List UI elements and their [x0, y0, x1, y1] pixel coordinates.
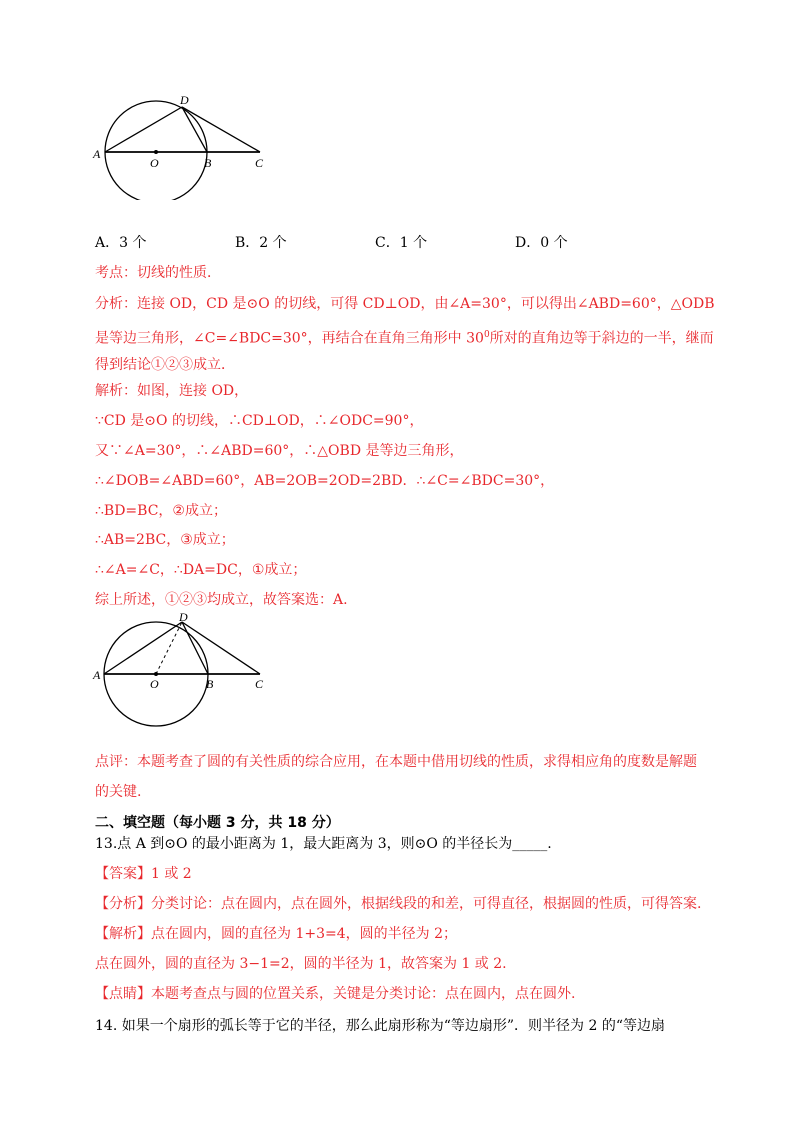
label-c: C	[255, 677, 264, 691]
segment-dc	[182, 107, 260, 152]
fenxi-line-1: 分析：连接 OD，CD 是⊙O 的切线，可得 CD⊥OD，由∠A=30°，可以得出∠ABD=60°，△ODB	[95, 296, 715, 312]
q13-stem: 13.点 A 到⊙O 的最小距离为 1，最大距离为 3，则⊙O 的半径长为_____.	[95, 836, 552, 852]
q13-answer: 【答案】1 或 2	[95, 866, 192, 882]
segment-od-dashed	[156, 622, 182, 674]
q13-dianjing: 【点睛】本题考查点与圆的位置关系，关键是分类讨论：点在圆内，点在圆外.	[95, 986, 576, 1002]
option-c: C．1 个	[375, 235, 428, 251]
option-d: D．0 个	[515, 235, 568, 251]
fenxi-line-2a: 是等边三角形，∠C=∠BDC=30°，再结合在直角三角形中 30	[95, 330, 484, 347]
segment-ad	[104, 622, 182, 674]
label-d: D	[179, 612, 188, 624]
label-b: B	[206, 677, 214, 691]
q14-stem: 14. 如果一个扇形的弧长等于它的半径，那么此扇形称为“等边扇形”．则半径为 2 的“等边扇	[95, 1018, 665, 1034]
figure-2-circle-tangent-dashed	[90, 612, 280, 732]
jiexi-line-2: ∵CD 是⊙O 的切线，∴CD⊥OD，∴∠ODC=90°，	[95, 413, 424, 429]
jiexi-line-4: ∴∠DOB=∠ABD=60°，AB=2OB=2OD=2BD．∴∠C=∠BDC=30°，	[95, 473, 555, 489]
segment-dc	[182, 622, 260, 674]
jiexi-line-6: ∴AB=2BC，③成立；	[95, 532, 235, 548]
kaodian-text: 考点：切线的性质．	[95, 265, 221, 281]
jiexi-line-1: 解析：如图，连接 OD，	[95, 383, 249, 399]
q13-jiexi-2: 点在圆外，圆的直径为 3−1=2，圆的半径为 1，故答案为 1 或 2.	[95, 956, 507, 972]
degree-superscript: 0	[483, 330, 490, 340]
jiexi-line-8: 综上所述，①②③均成立，故答案选：A.	[95, 592, 348, 608]
fenxi-line-2b: 所对的直角边等于斜边的一半，继而	[489, 330, 714, 347]
jiexi-line-5: ∴BD=BC，②成立；	[95, 503, 227, 519]
dianping-line-2: 的关键.	[95, 784, 142, 800]
dianping-line-1: 点评：本题考查了圆的有关性质的综合应用，在本题中借用切线的性质，求得相应角的度数是解题	[95, 754, 697, 770]
figure-1-circle-tangent	[90, 90, 280, 200]
q13-fenxi: 【分析】分类讨论：点在圆内，点在圆外，根据线段的和差，可得直径，根据圆的性质，可得答案.	[95, 896, 702, 912]
center-dot	[154, 150, 158, 154]
section-heading: 二、填空题（每小题 3 分，共 18 分）	[95, 815, 340, 831]
jiexi-line-7: ∴∠A=∠C，∴DA=DC，①成立；	[95, 562, 307, 578]
label-b: B	[204, 156, 212, 170]
center-dot	[154, 672, 158, 676]
q13-jiexi-1: 【解析】点在圆内，圆的直径为 1+3=4，圆的半径为 2；	[95, 926, 457, 942]
label-a: A	[93, 147, 101, 161]
option-b: B．2 个	[235, 235, 287, 251]
segment-ad	[105, 107, 182, 152]
jiexi-line-3: 又∵∠A=30°，∴∠ABD=60°，∴△OBD 是等边三角形，	[95, 443, 464, 459]
label-a: A	[93, 668, 101, 682]
option-a: A．3 个	[95, 235, 147, 251]
fenxi-line-2	[95, 325, 714, 349]
fenxi-line-3: 得到结论①②③成立．	[95, 357, 235, 373]
label-o: O	[150, 677, 159, 691]
label-d: D	[180, 93, 189, 107]
label-c: C	[255, 156, 264, 170]
label-o: O	[150, 156, 159, 170]
segment-db	[182, 622, 208, 674]
